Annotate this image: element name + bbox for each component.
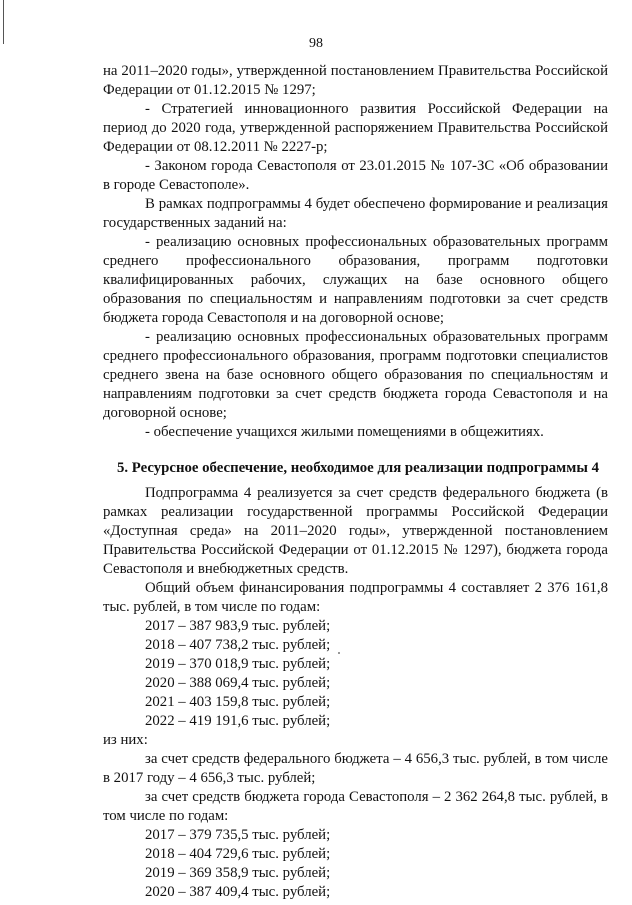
list-item-programs-specialists: - реализацию основных профессиональных образовательных программ среднего профессионального образования, программ подготовки специалистов среднего звена на базе основного общего образования по специальностям и направлениям подготовки за счет средств бюджета города Севастополя и на договорной основе; [103, 329, 608, 421]
list-item-dormitories: - обеспечение учащихся жилыми помещениями в общежитиях. [145, 424, 544, 440]
year-item: 2020 – 388 069,4 тыс. рублей; [145, 675, 331, 691]
section-heading: 5. Ресурсное обеспечение, необходимое для реализации подпрограммы 4 [117, 460, 599, 476]
year-item: 2020 – 387 409,4 тыс. рублей; [145, 884, 331, 900]
list-item-strategy: - Стратегией инновационного развития Российской Федерации на период до 2020 года, утвержденной распоряжением Правительства Российской Федерации от 08.12.2011 № 2227-р; [103, 101, 608, 155]
paragraph-total-funding: Общий объем финансирования подпрограммы 4 составляет 2 376 161,8 тыс. рублей, в том числе по годам: [103, 580, 608, 615]
year-item: 2018 – 404 729,6 тыс. рублей; [145, 846, 331, 862]
city-by-year-list [103, 826, 608, 902]
paragraph-continuation: на 2011–2020 годы», утвержденной постановлением Правительства Российской Федерации от 01.12.2015 № 1297; [103, 63, 608, 98]
total-by-year-list [103, 617, 608, 731]
paragraph-federal-budget: за счет средств федерального бюджета – 4 656,3 тыс. рублей, в том числе в 2017 году – 4 656,3 тыс. рублей; [103, 751, 608, 786]
year-item: 2018 – 407 738,2 тыс. рублей; [145, 637, 331, 653]
year-item: 2017 – 387 983,9 тыс. рублей; [145, 618, 331, 634]
paragraph-city-budget: за счет средств бюджета города Севастополя – 2 362 264,8 тыс. рублей, в том числе по годам: [103, 789, 608, 824]
year-item: 2021 – 403 159,8 тыс. рублей; [145, 694, 331, 710]
year-item: 2019 – 370 018,9 тыс. рублей; [145, 656, 331, 672]
year-item: 2019 – 369 358,9 тыс. рублей; [145, 865, 331, 881]
page-number: 98 [309, 36, 323, 51]
paragraph-funding-sources: Подпрограмма 4 реализуется за счет средств федерального бюджета (в рамках реализации государственной программы Российской Федерации «Доступная среда» на 2011–2020 годы», утвержденной постановлением Правительства Российской Федерации от 01.12.2015 № 1297), бюджета города Севастополя и внебюджетных средств. [103, 485, 608, 577]
paragraph-state-tasks: В рамках подпрограммы 4 будет обеспечено формирование и реализация государственных заданий на: [103, 196, 608, 231]
document-body [103, 62, 608, 902]
of-them-label: из них: [103, 732, 148, 748]
year-item: 2022 – 419 191,6 тыс. рублей; [145, 713, 331, 729]
year-item: 2017 – 379 735,5 тыс. рублей; [145, 827, 331, 843]
scan-speck [338, 652, 340, 654]
list-item-programs-workers: - реализацию основных профессиональных образовательных программ среднего профессионального образования, программ подготовки квалифицированных рабочих, служащих на базе основного общего образования по специальностям и направлениям подготовки за счет средств бюджета города Севастополя и на договорной основе; [103, 234, 608, 326]
list-item-law: - Законом города Севастополя от 23.01.2015 № 107-ЗС «Об образовании в городе Севастополе». [103, 158, 608, 193]
